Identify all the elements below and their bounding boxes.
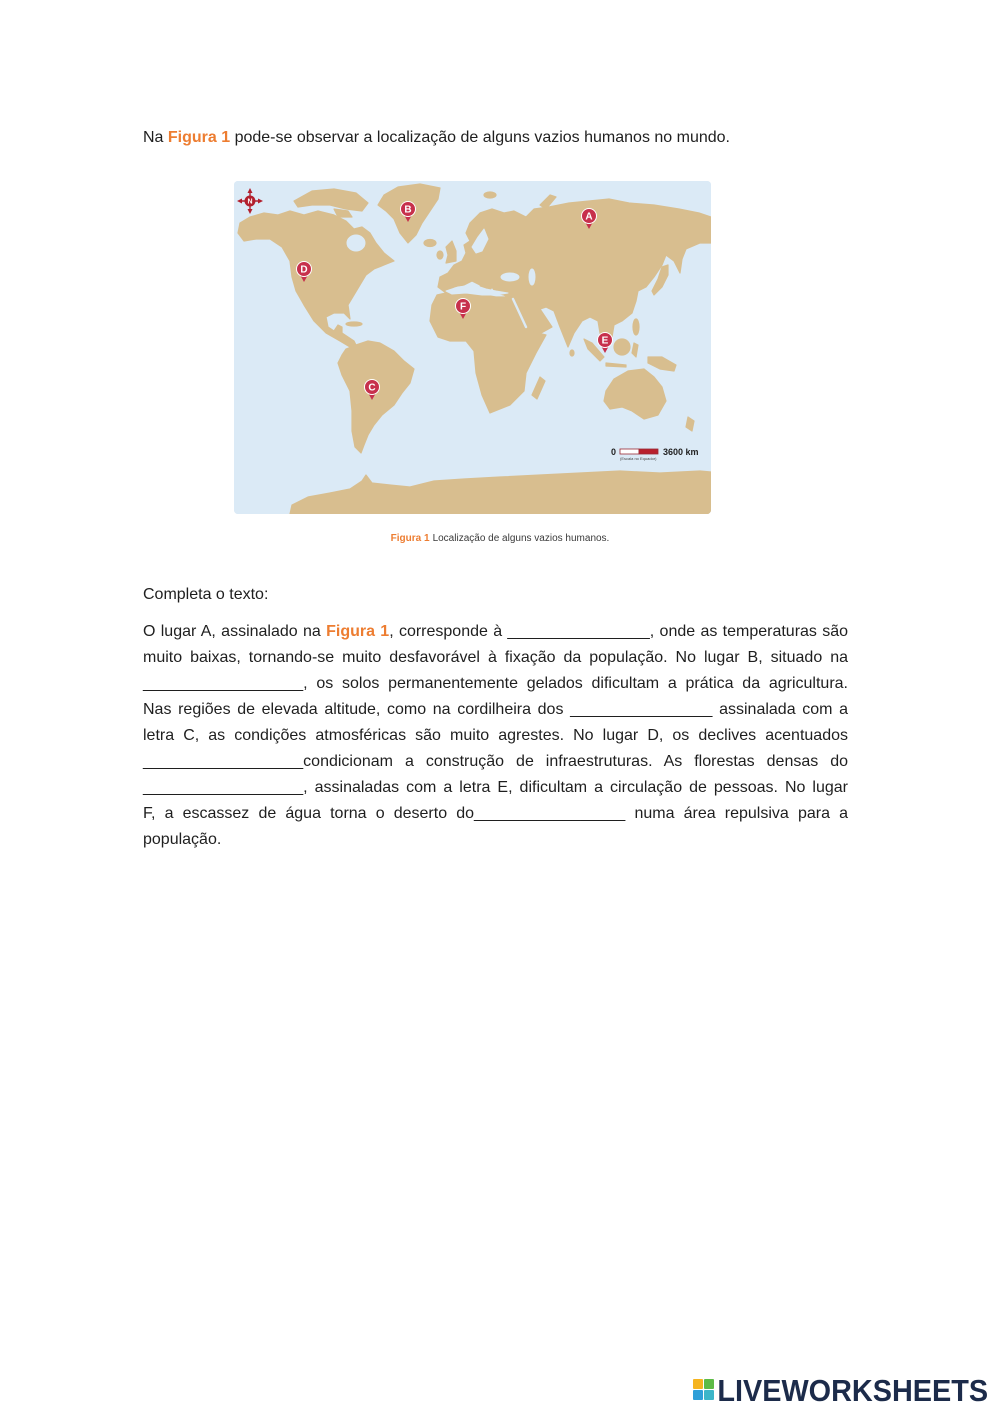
water-caspian-sea [529, 269, 535, 285]
exercise-line [143, 697, 848, 723]
text-segment: condicionam a construção de infraestruturas. As florestas densas do [303, 753, 848, 770]
land-borneo [614, 339, 630, 355]
scale-start-label: 0 [610, 447, 616, 457]
liveworksheets-logo: LIVEWORKSHEETS [717, 1373, 989, 1408]
world-map-figure [234, 181, 711, 514]
text-segment: , assinaladas com a letra E, dificultam a circulação de pessoas. No lugar [303, 779, 848, 796]
land-svalbard [484, 192, 496, 198]
land-cuba [346, 322, 362, 326]
marker-label: D [300, 264, 308, 276]
answer-blank-6[interactable]: _________________ [474, 805, 626, 822]
text-segment: população. [143, 831, 222, 848]
caption-label: Figura 1 [390, 533, 430, 544]
marker-label: C [368, 382, 376, 394]
intro-after: pode-se observar a localização de alguns vazios humanos no mundo. [230, 129, 730, 146]
marker-label: F [459, 301, 467, 313]
answer-blank-1[interactable]: ________________ [507, 623, 650, 640]
exercise-line [143, 775, 848, 801]
text-segment: Nas regiões de elevada altitude, como na cordilheira dos [143, 701, 571, 718]
text-segment: , onde as temperaturas são [649, 623, 849, 640]
exercise-line [143, 619, 848, 645]
land-sri-lanka [570, 350, 574, 356]
figure-reference: Figura 1 [326, 623, 390, 640]
land-iceland [424, 240, 436, 247]
exercise-line [143, 801, 848, 827]
marker-label: B [404, 204, 412, 216]
text-segment: , os solos permanentemente gelados dificultam a prática da agricultura. [303, 675, 848, 692]
text-segment: muito baixas, tornando-se muito desfavorável à fixação da população. No lugar B, situado na [143, 649, 848, 666]
logo-tile [704, 1390, 714, 1400]
answer-blank-4[interactable]: __________________ [143, 753, 304, 770]
compass-label: N [247, 198, 253, 206]
text-segment: assinalada com a [712, 701, 848, 718]
scale-note: (Escala no Equador) [620, 456, 657, 461]
exercise-line [143, 749, 848, 775]
text-segment: numa área repulsiva para a [625, 805, 848, 822]
logo-tile [693, 1390, 703, 1400]
scale-segment-white [620, 449, 639, 454]
answer-blank-5[interactable]: __________________ [143, 779, 304, 796]
world-map [234, 181, 711, 514]
exercise-line [143, 723, 848, 749]
exercise-line [143, 827, 848, 853]
text-segment: letra C, as condições atmosféricas são muito agrestes. No lugar D, os declives acentuados [143, 727, 848, 744]
scale-segment-red [639, 449, 658, 454]
water-hudson-bay [347, 235, 365, 251]
caption-text: Localização de alguns vazios humanos. [432, 533, 610, 544]
answer-blank-3[interactable]: ________________ [570, 701, 713, 718]
intro-before: Na [143, 129, 168, 146]
text-segment: O lugar A, assinalado na [143, 623, 327, 640]
figure-reference: Figura 1 [167, 129, 231, 146]
logo-tile [704, 1379, 714, 1389]
scale-end-label: 3600 km [663, 447, 699, 457]
exercise-line [143, 645, 848, 671]
land-philippines [633, 319, 639, 335]
marker-label: E [601, 335, 609, 347]
liveworksheets-logo-icon [693, 1379, 715, 1401]
land-ireland [437, 251, 443, 259]
fill-in-text [143, 619, 848, 853]
text-segment: , corresponde à [389, 623, 508, 640]
instruction-heading: Completa o texto: [143, 586, 269, 603]
marker-label: A [585, 211, 593, 223]
intro-text [143, 128, 848, 148]
figure-caption [0, 533, 1000, 545]
text-segment: F, a escassez de água torna o deserto do [143, 805, 475, 822]
water-black-sea [501, 273, 519, 281]
logo-tile [693, 1379, 703, 1389]
exercise-line [143, 671, 848, 697]
answer-blank-2[interactable]: __________________ [143, 675, 304, 692]
